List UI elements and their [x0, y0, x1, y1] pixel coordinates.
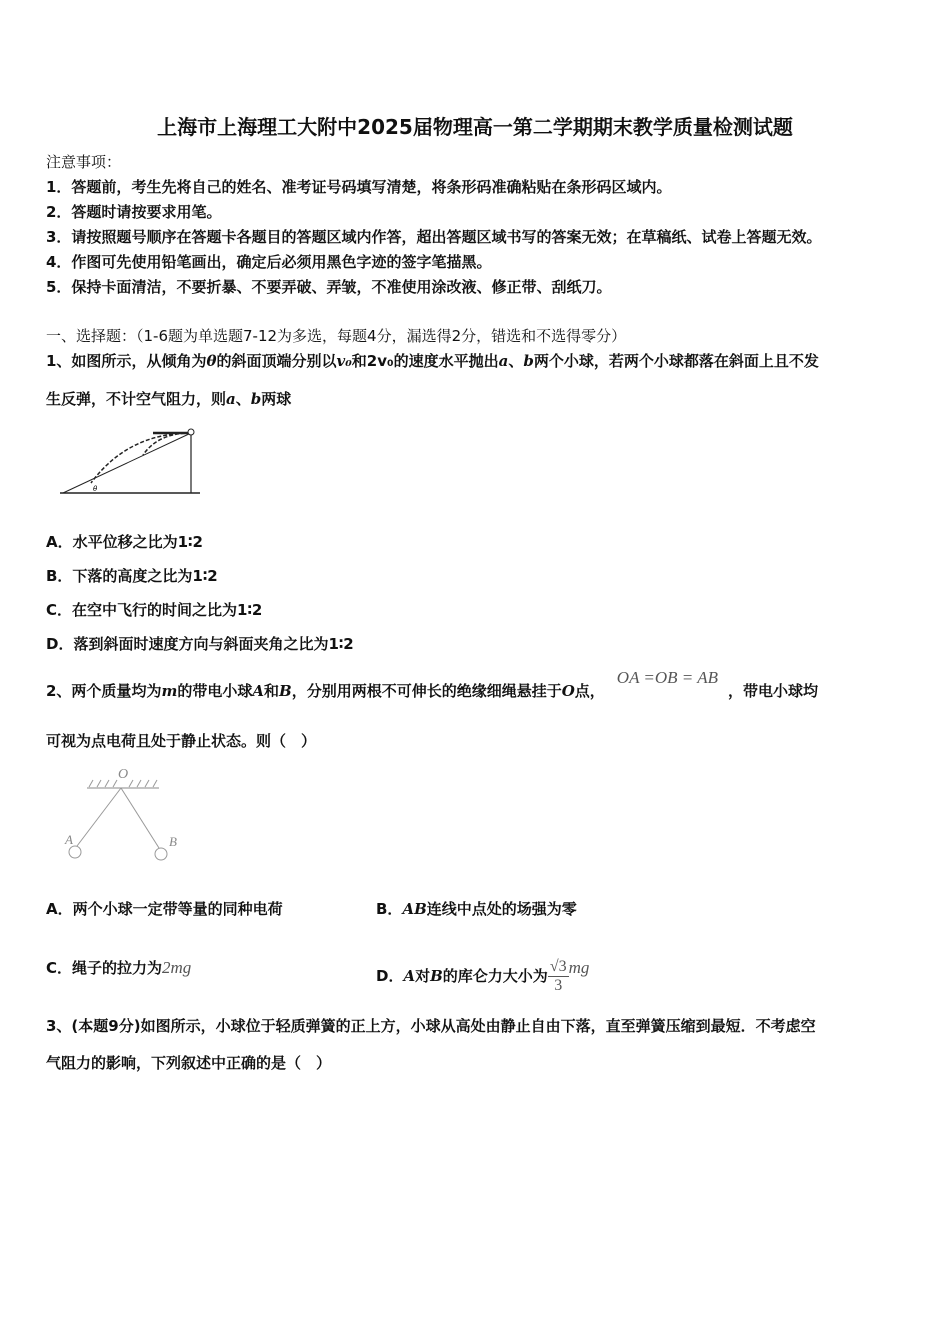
q1-text: 的速度水平抛出: [393, 352, 499, 370]
fraction: [548, 958, 569, 995]
q1-text: 1、如图所示，从倾角为: [46, 352, 207, 370]
var-O: O: [561, 682, 575, 700]
q1-stem-line2: [46, 389, 291, 409]
q2-text: ，分别用两根不可伸长的绝缘细绳悬挂于: [291, 682, 562, 700]
var-b: b: [250, 390, 262, 408]
denominator: 3: [554, 977, 563, 994]
notes-heading: 注意事项：: [46, 153, 122, 171]
var-B: B: [279, 682, 292, 700]
var-B: B: [430, 967, 443, 985]
label-A: A: [65, 832, 73, 847]
option-letter: B．: [376, 900, 403, 918]
q2-text: 点，: [574, 682, 605, 700]
q3-stem-line1: 3、(本题9分)如图所示，小球位于轻质弹簧的正上方，小球从高处由静止自由下落，直至弹簧压缩到最短．不考虑空: [46, 1017, 816, 1035]
var-a: a: [226, 390, 236, 408]
option-text: 对: [415, 967, 431, 985]
q2-option-b: [376, 899, 577, 919]
math-2mg: 2mg: [162, 958, 192, 977]
option-text: C．绳子的拉力为: [46, 959, 163, 977]
option-text: 的库仑力大小为: [442, 967, 548, 985]
q2-option-a: A．两个小球一定带等量的同种电荷: [46, 900, 283, 918]
svg-text:θ: θ: [93, 485, 98, 493]
note-item: 1．答题前，考生先将自己的姓名、准考证号码填写清楚，将条形码准确粘贴在条形码区域内。: [46, 178, 672, 196]
q1-text: 和: [351, 352, 367, 370]
note-item: 5．保持卡面清洁，不要折暴、不要弄破、弄皱，不准使用涂改液、修正带、刮纸刀。: [46, 278, 612, 296]
var-A: A: [252, 682, 264, 700]
q1-text: 生反弹，不计空气阻力，则: [46, 390, 227, 408]
section-heading: 一、选择题：（1-6题为单选题7-12为多选，每题4分，漏选得2分，错选和不选得零分）: [46, 327, 627, 345]
note-item: 2．答题时请按要求用笔。: [46, 203, 222, 221]
q2-text: 2、两个质量均为: [46, 682, 162, 700]
v2: 2v₀: [366, 352, 394, 370]
v0: v₀: [336, 352, 352, 370]
option-text: 连线中点处的场强为零: [426, 900, 577, 918]
note-item: 3．请按照题号顺序在答题卡各题目的答题区域内作答，超出答题区域书写的答案无效；在草稿纸、试卷上答题无效。: [46, 228, 822, 246]
q1-text: 的斜面顶端分别以: [216, 352, 337, 370]
q1-stem-line1: [46, 351, 819, 371]
note-item: 4．作图可先使用铅笔画出，确定后必须用黑色字迹的签字笔描黑。: [46, 253, 492, 271]
q1-option-c: C．在空中飞行的时间之比为1∶2: [46, 601, 263, 619]
q1-text: 、: [508, 352, 524, 370]
q1-text: 两球: [261, 390, 292, 408]
math-mg: mg: [568, 958, 590, 977]
formula: OA =OB = AB: [616, 668, 718, 687]
q1-option-b: B．下落的高度之比为1∶2: [46, 567, 218, 585]
theta: θ: [206, 352, 217, 370]
label-B: B: [169, 834, 177, 849]
page-title: 上海市上海理工大附中2025届物理高一第二学期期末教学质量检测试题: [157, 115, 793, 139]
var-b: b: [523, 352, 534, 370]
q2-option-d: [376, 958, 589, 995]
q2-stem-line1: [46, 668, 818, 701]
var-A: A: [403, 967, 416, 985]
q2-option-c: [46, 958, 191, 978]
q1-option-a: A．水平位移之比为1∶2: [46, 533, 203, 551]
option-letter: D．: [376, 967, 404, 985]
q1-text: 、: [235, 390, 251, 408]
q2-text: ，带电小球均: [727, 682, 818, 700]
var-m: m: [161, 682, 178, 700]
var-a: a: [498, 352, 509, 370]
numerator: √3: [549, 958, 567, 975]
q2-text: 的带电小球: [177, 682, 253, 700]
q1-option-d: D．落到斜面时速度方向与斜面夹角之比为1∶2: [46, 635, 354, 653]
var-AB: AB: [402, 900, 427, 918]
q2-text: 和: [263, 682, 279, 700]
q2-stem-line2: 可视为点电荷且处于静止状态。则（ ）: [46, 732, 317, 750]
q3-stem-line2: 气阻力的影响，下列叙述中正确的是（ ）: [46, 1054, 332, 1072]
q1-incline-figure: [58, 425, 203, 497]
label-O: O: [118, 767, 129, 782]
q1-text: 两个小球，若两个小球都落在斜面上且不发: [533, 352, 819, 370]
q2-pendulum-figure: [55, 762, 175, 882]
